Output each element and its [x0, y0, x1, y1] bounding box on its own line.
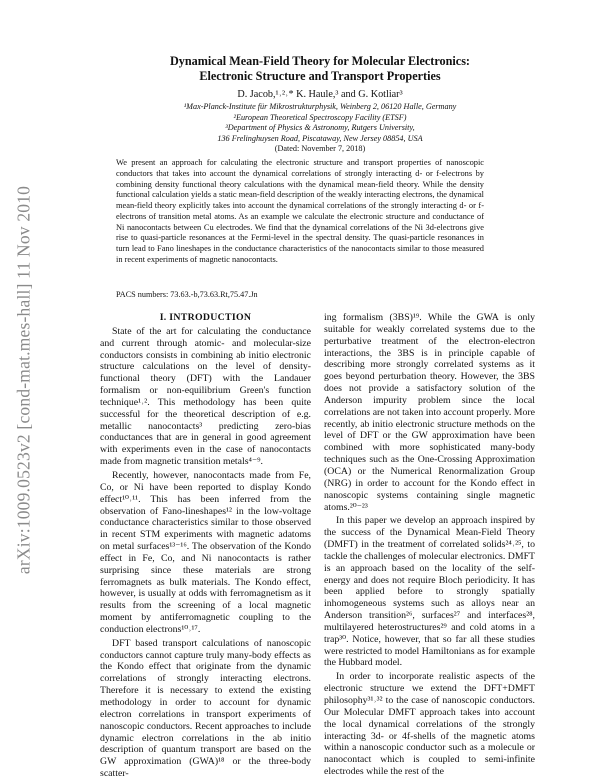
date-line: (Dated: November 7, 2018) — [274, 144, 366, 154]
title-line-1: Dynamical Mean-Field Theory for Molecular Electronics: — [169, 54, 470, 68]
affiliation-3b: 136 Frelinghuysen Road, Piscataway, New Jersey 08854, USA — [217, 133, 423, 143]
affiliations — [100, 102, 540, 155]
arxiv-identifier: arXiv:1009.0523v2 [cond-mat.mes-hall] 11 Nov 2010 — [13, 185, 34, 575]
affiliation-2: ²European Theoretical Spectroscopy Facility (ETSF) — [233, 112, 407, 122]
paragraph: State of the art for calculating the conductance and current through atomic- and molecular-size conductors consists in combining ab initio electronic structure calculations on the level of density-functional theory (DFT) with the Landauer formalism or non-equilibrium Green's function technique¹˒². This methodology has been quite successful for the theoretical description of e.g. metallic nanocontacts³ predicting zero-bias conductances that are in general in good agreement with experiments even in the case of nanocontacts made from magnetic transition metals⁴⁻⁹. — [100, 325, 311, 468]
paragraph: DFT based transport calculations of nanoscopic conductors cannot capture truly many-body effects as the Kondo effect that originate from the dynamic correlations of strongly interacting electrons. Therefore it is necessary to extend the existing methodology in order to account for dynamic electron correlations in transport experiments of nanoscopic conductors. Recent approaches to include dynamic electron correlations in the ab initio description of quantum transport are based on the GW approximation (GWA)¹⁸ or the three-body scatter- — [100, 637, 311, 780]
affiliation-1: ¹Max-Planck-Institute für Mikrostrukturphysik, Weinberg 2, 06120 Halle, Germany — [183, 102, 457, 111]
paragraph: Recently, however, nanocontacts made from Fe, Co, or Ni have been reported to display Kondo effect¹⁰˒¹¹. This has been inferred from the observation of Fano-lineshapes¹² in the low-voltage conductance characteristics similar to those observed in recent STM experiments with magnetic adatoms on metal surfaces¹³⁻¹⁶. The observation of the Kondo effect in Fe, Co, and Ni nanocontacts is rather surprising since these materials are strong ferromagnets as bulk materials. The Kondo effect, however, is usually at odds with ferromagnetism as it results from the screening of a local magnetic moment by antiferromagnetic coupling to the conduction electrons¹⁰˒¹⁷. — [100, 469, 311, 635]
left-column — [100, 312, 311, 780]
paragraph: In this paper we develop an approach inspired by the success of the Dynamical Mean-Field Theory (DMFT) in the treatment of correlated solids²⁴˒²⁵, to tackle the challenges of molecular electronics. DMFT is an approach based on the locality of the self-energy and does not require Bloch periodicity. It has been applied before to strongly spatially inhomogeneous systems such as alloys near an Anderson transition²⁶, surfaces²⁷ and interfaces²⁸, multilayered heterostructures²⁹ and cold atoms in a trap³⁰. Notice, however, that so far all these studies were restricted to model Hamiltonians as for example the Hubbard model. — [324, 515, 535, 669]
right-column — [324, 312, 535, 778]
paragraph: ing formalism (3BS)¹⁹. While the GWA is only suitable for weakly correlated systems due to the perturbative treatment of the electron-electron interactions, the 3BS is in principle capable of describing more strongly correlated systems as it goes beyond perturbation theory. However, the 3BS does not provide a satisfactory solution of the Anderson impurity problem since the local correlations are not taken into account properly. More recently, ab initio electronic structure methods on the level of DFT or the GW approximation have been combined with more sophisticated many-body techniques such as the One-Crossing Approximation (OCA) or the Numerical Renormalization Group (NRG) in order to account for the Kondo effect in nanoscopic systems containing single magnetic atoms.²⁰⁻²³ — [324, 312, 536, 513]
abstract: We present an approach for calculating the electronic structure and transport properties of nanoscopic conductors that takes into account the dynamical correlations of strongly interacting d- or f-electrons by combining density functional theory calculations with the dynamical mean-field theory. While the density functional calculation yields a static mean-field description of the weakly interacting electrons, the dynamical mean-field theory explicitly takes into account the dynamical correlations of the strongly interacting d- or f-electrons of transition metal atoms. As an example we calculate the electronic structure and conductance of Ni nanocontacts between Cu electrodes. We find that the dynamical correlations of the Ni 3d-electrons give rise to quasi-particle resonances at the Fermi-level in the spectral density. The quasi-particle resonances in turn lead to Fano lineshapes in the conductance characteristics of the nanocontacts similar to those measured in recent experiments of magnetic nanocontacts. — [116, 158, 484, 264]
pacs-numbers: PACS numbers: 73.63.-b,73.63.Rt,75.47.Jn — [116, 290, 258, 299]
title-line-2: Electronic Structure and Transport Properties — [199, 69, 441, 83]
arxiv-identifier-sidebar — [0, 150, 48, 610]
paper-title — [100, 54, 540, 84]
paragraph: In order to incorporate realistic aspects of the electronic structure we extend the DFT+DMFT philosophy³¹˒³² to the case of nanoscopic conductors. Our Molecular DMFT approach takes into account the local dynamical correlations of the strongly interacting 3d- or 4f-shells of the magnetic atoms within a nanoscopic conductor such as a molecule or nanocontact which is coupled to semi-infinite electrodes while the rest of the — [324, 671, 535, 778]
affiliation-3a: ³Department of Physics & Astronomy, Rutgers University, — [225, 123, 415, 133]
section-heading: I. INTRODUCTION — [159, 312, 252, 323]
author-list: D. Jacob,¹˒²˒* K. Haule,³ and G. Kotliar³ — [237, 89, 403, 100]
